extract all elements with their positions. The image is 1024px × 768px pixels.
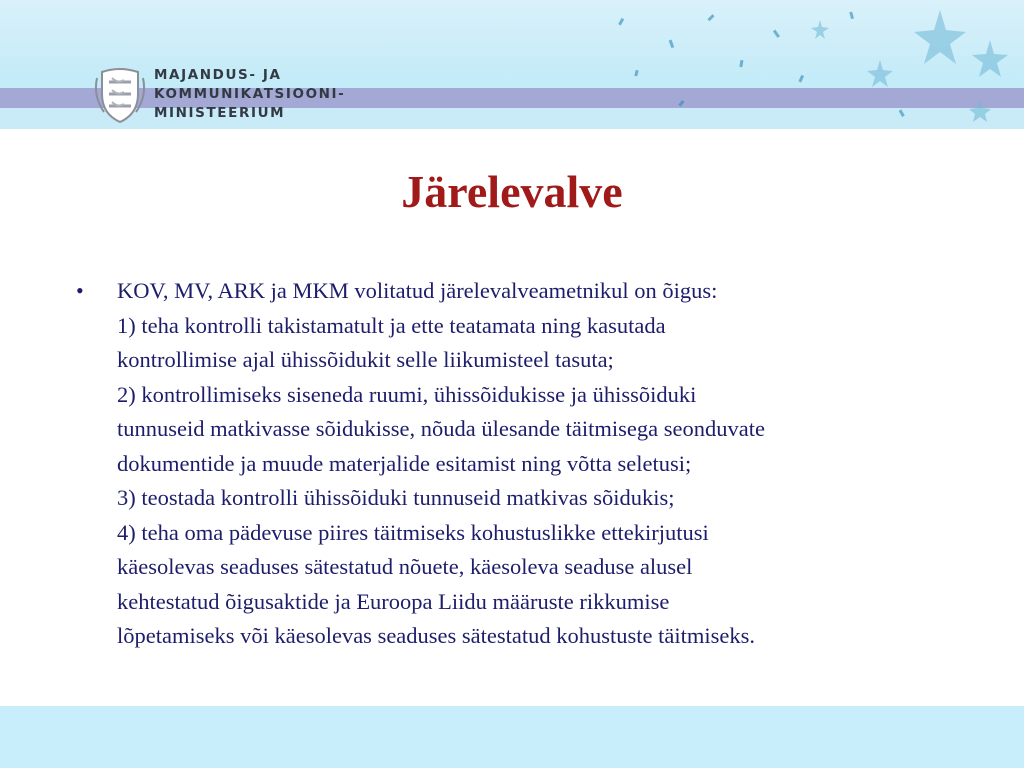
text-line: 1) teha kontrolli takistamatult ja ette teatamata ning kasutada [117,312,666,338]
text-line: 2) kontrollimiseks siseneda ruumi, ühissõidukisse ja ühissõiduki [117,381,697,407]
ministry-logo [94,66,394,126]
bullet-item [76,274,956,654]
text-line: tunnuseid matkivasse sõidukisse, nõuda ülesande täitmisega seonduvate [117,416,765,441]
logo-line: MINISTEERIUM [154,105,286,121]
snowflake-decoration-icon [380,0,1024,129]
text-line: kontrollimise ajal ühissõidukit selle liikumisteel tasuta; [117,347,614,372]
header-band [0,0,1024,129]
text-line: dokumentide ja muude materjalide esitamist ning võtta seletusi; [117,450,692,476]
ministry-name [154,66,345,123]
slide-title: Järelevalve [401,166,623,217]
bullet-text [117,274,956,654]
logo-line: KOMMUNIKATSIOONI- [154,86,346,102]
footer-band [0,706,1024,768]
slide-body [76,274,956,654]
logo-line: MAJANDUS- JA [154,67,282,83]
text-line: 4) teha oma pädevuse piires täitmiseks kohustuslikke ettekirjutusi [117,519,709,545]
bullet-marker: • [76,278,84,303]
estonian-coat-of-arms-icon [94,68,146,124]
text-line: kehtestatud õigusaktide ja Euroopa Liidu määruste rikkumise [117,588,670,614]
text-line: lõpetamiseks või käesolevas seaduses sätestatud kohustuste täitmiseks. [117,623,756,648]
text-line: KOV, MV, ARK ja MKM volitatud järelevalveametnikul on õigus: [117,278,718,303]
text-line: 3) teostada kontrolli ühissõiduki tunnuseid matkivas sõidukis; [117,485,675,510]
text-line: käesolevas seaduses sätestatud nõuete, käesoleva seaduse alusel [117,554,693,579]
